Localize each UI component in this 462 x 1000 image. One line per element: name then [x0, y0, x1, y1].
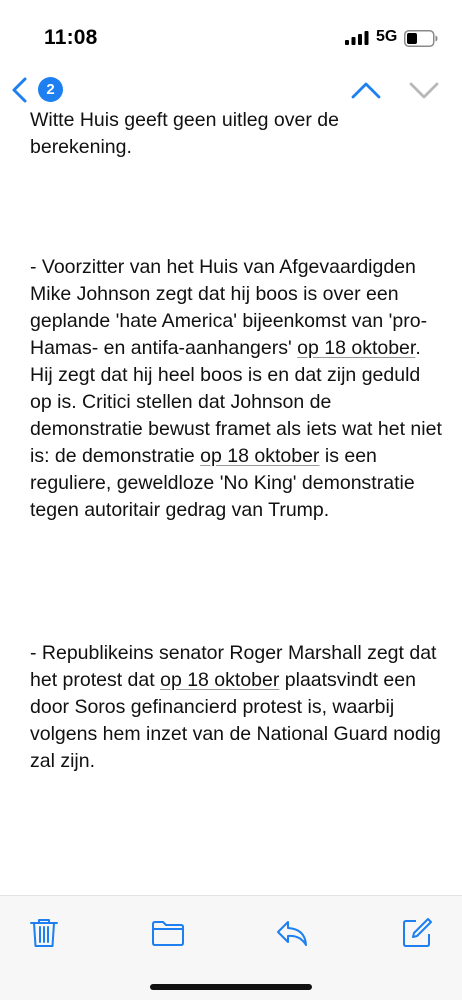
- battery-icon: [404, 30, 438, 47]
- email-body: [0, 110, 462, 895]
- next-message-chevron-down-icon[interactable]: [408, 78, 440, 102]
- compose-icon: [400, 916, 434, 950]
- paragraph-text: - Voorzitter van het Huis van Afgevaardigden Mike Johnson zegt dat hij boos is over een geplande 'hate America' bijeenkomst van 'pro-Hamas- en antifa-aanhangers': [30, 256, 428, 359]
- delete-button[interactable]: [27, 916, 61, 950]
- date-link-18-oktober[interactable]: op 18 oktober: [200, 445, 320, 467]
- cellular-signal-icon: [345, 31, 369, 45]
- paragraph-text: is een reguliere, geweldloze 'No King' demonstratie tegen autoritair gedrag van Trump.: [30, 445, 415, 521]
- folder-icon: [151, 916, 185, 950]
- date-link-18-oktober[interactable]: op 18 oktober: [297, 337, 416, 359]
- unread-count-badge[interactable]: 2: [38, 77, 63, 102]
- cut-off-line: Witte Huis geeft geen uitleg over de: [30, 110, 339, 131]
- reply-icon: [275, 916, 309, 950]
- trash-icon: [27, 916, 61, 950]
- back-chevron-icon[interactable]: [8, 75, 32, 105]
- home-indicator[interactable]: [150, 984, 312, 990]
- previous-message-chevron-up-icon[interactable]: [350, 78, 382, 102]
- status-time: 11:08: [44, 26, 98, 49]
- paragraph-text: plaatsvindt een door Soros gefinancierd protest is, waarbij volgens hem inzet van de National Guard nodig zal zijn.: [30, 669, 441, 772]
- paragraph-text: - Republikeins senator Roger Marshall zegt dat het protest dat: [30, 642, 437, 691]
- text-line: berekening.: [30, 136, 132, 158]
- network-type: 5G: [376, 28, 398, 45]
- nav-bar: [0, 70, 462, 110]
- paragraph-text: . Hij zegt dat hij heel boos is en dat zijn geduld op is. Critici stellen dat Johnson de demonstratie bewust framet als iets wat het niet is: de demonstratie: [30, 337, 442, 467]
- compose-button[interactable]: [400, 916, 434, 950]
- date-link-18-oktober[interactable]: op 18 oktober: [160, 669, 280, 691]
- email-text-top: [30, 110, 445, 161]
- paragraph-johnson: [30, 254, 445, 524]
- reply-button[interactable]: [275, 916, 309, 950]
- paragraph-marshall: [30, 640, 445, 775]
- status-bar: [0, 0, 462, 70]
- bottom-toolbar: [0, 895, 462, 1000]
- move-to-folder-button[interactable]: [151, 916, 185, 950]
